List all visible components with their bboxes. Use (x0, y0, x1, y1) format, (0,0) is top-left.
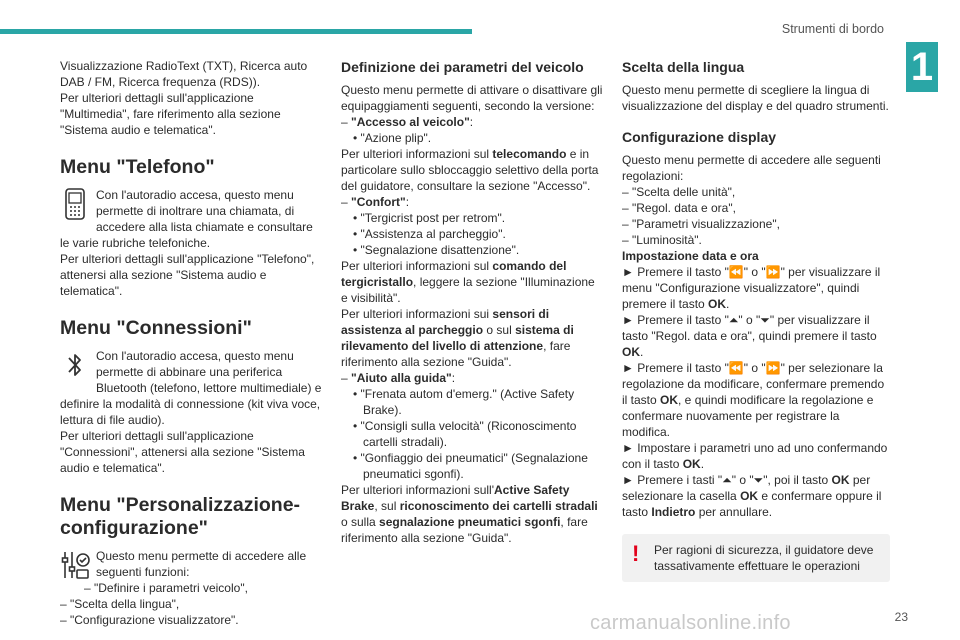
ok-key: OK (708, 297, 727, 311)
telecomando-term: telecomando (492, 147, 567, 161)
personalizzazione-menu-description: Questo menu permette di accedere alle seguenti funzioni: (96, 549, 307, 579)
text-span: Per ulteriori informazioni sui (341, 307, 493, 321)
text-span: ► Premere il tasto "⏪" o "⏩" per selezionare la regolazione da modificare, confermare premendo il tasto (622, 361, 885, 407)
header-accent-bar (0, 29, 472, 34)
pers-list-item-3: – "Configurazione visualizzatore". (60, 613, 239, 627)
text-span: Per ulteriori informazioni sul (341, 147, 493, 161)
connessioni-menu-heading: Menu "Connessioni" (60, 317, 252, 339)
connessioni-reference-text: Per ulteriori dettagli sull'applicazione "Connessioni", attenersi alla sezione "Sistema audio e telematica". (60, 429, 305, 475)
aiuto-sub-item-1: • "Frenata autom d'emerg." (Active Safety Brake). (353, 387, 575, 417)
display-list-item-1: – "Scelta delle unità", (622, 185, 736, 199)
step-4: ► Impostare i parametri uno ad uno confermando con il tasto OK. (622, 441, 888, 471)
pneumatici-term: segnalazione pneumatici sgonfi (379, 515, 561, 529)
aiuto-sub-item-2: • "Consigli sulla velocità" (Riconoscimento cartelli stradali). (353, 419, 577, 449)
text-span: Per ulteriori informazioni sull' (341, 483, 495, 497)
confort-sub-item-2: • "Assistenza al parcheggio". (353, 227, 506, 241)
text-span: , fare riferimento alla sezione "Guida". (341, 515, 588, 545)
date-time-label: Impostazione data e ora (622, 249, 759, 263)
chapter-number-tab: 1 (906, 42, 938, 92)
text-span: , e quindi modificare la regolazione e confermare nuovamente per registrare la modifica. (622, 393, 874, 439)
warning-exclamation-icon: ! (632, 541, 640, 566)
sensori-term: sensori di assistenza al parcheggio (341, 307, 550, 337)
settings-sliders-icon (60, 548, 90, 582)
page-number: 23 (894, 610, 908, 624)
sensori-reference-text (341, 306, 603, 370)
accesso-label: "Accesso al veicolo" (351, 115, 470, 129)
indietro-key: Indietro (651, 505, 696, 519)
language-heading: Scelta della lingua (622, 59, 745, 75)
step-1: ► Premere il tasto "⏪" o "⏩" per visualizzare il menu "Configurazione visualizzatore", quindi premere il tasto OK. (622, 265, 881, 311)
bluetooth-icon (60, 348, 90, 382)
column-right (622, 58, 890, 582)
connessioni-menu-description: Con l'autoradio accesa, questo menu permette di abbinare una periferica Bluetooth (telefono, lettore multimediale) e definire la modalità di connessione (kit viva voce, lettura di file audio). (60, 349, 322, 427)
pers-list-item-1: – "Definire i parametri veicolo", (84, 581, 248, 595)
text-span: o sul (483, 323, 516, 337)
radio-intro-text: Visualizzazione RadioText (TXT), Ricerca auto DAB / FM, Ricerca frequenza (RDS)). (60, 59, 308, 89)
text-span: Per ulteriori informazioni sul (341, 259, 493, 273)
safety-warning-box (622, 534, 890, 582)
vehicle-parameters-intro: Questo menu permette di attivare o disattivare gli equipaggiamenti seguenti, secondo la versione: (341, 83, 603, 113)
display-config-intro: Questo menu permette di accedere alle seguenti regolazioni: (622, 153, 881, 183)
text-span: , fare riferimento alla sezione "Guida". (341, 339, 571, 369)
telefono-menu-description: Con l'autoradio accesa, questo menu permette di inoltrare una chiamata, di accedere alla lista chiamate e consultare le varie rubriche telefoniche. (60, 188, 313, 250)
accesso-list-item: – "Accesso al veicolo": (341, 115, 474, 129)
telefono-menu-heading: Menu "Telefono" (60, 156, 215, 178)
vehicle-parameters-heading: Definizione dei parametri del veicolo (341, 59, 584, 75)
ok-key: OK (740, 489, 759, 503)
text-span: e in particolare sullo sbloccaggio selettivo della porta del guidatore, consultare la sezione "Accesso". (341, 147, 599, 193)
column-left (60, 58, 322, 628)
text-span: ► Premere i tasti "⏶" o "⏷", poi il tasto (622, 473, 832, 487)
text-span: ► Impostare i parametri uno ad uno confermando con il tasto (622, 441, 888, 471)
text-span: ► Premere il tasto "⏪" o "⏩" per visualizzare il menu "Configurazione visualizzatore", quindi premere il tasto (622, 265, 881, 311)
section-header-title: Strumenti di bordo (781, 22, 884, 36)
date-time-subheading (622, 248, 890, 264)
step-2: ► Premere il tasto "⏶" o "⏷" per visualizzare il tasto "Regol. data e ora", quindi premere il tasto OK. (622, 313, 877, 359)
personalizzazione-menu-heading: Menu "Personalizzazione-configurazione" (60, 494, 301, 539)
ok-key: OK (622, 345, 640, 359)
phone-icon (60, 187, 90, 221)
display-list-item-2: – "Regol. data e ora", (622, 201, 736, 215)
telefono-reference-text: Per ulteriori dettagli sull'applicazione "Telefono", attenersi alla sezione "Sistema audio e telematica". (60, 252, 315, 298)
language-description: Questo menu permette di scegliere la lingua di visualizzazione del display e del quadro strumenti. (622, 83, 889, 113)
tergicristallo-reference-text (341, 258, 603, 306)
aiuto-list-item: – "Aiuto alla guida": (341, 371, 456, 385)
display-list-item-3: – "Parametri visualizzazione", (622, 217, 780, 231)
text-span: ► Premere il tasto "⏶" o "⏷" per visualizzare il tasto "Regol. data e ora", quindi premere il tasto (622, 313, 877, 343)
text-span: e confermare oppure il tasto (622, 489, 882, 519)
asb-term: Active Safety Brake (341, 483, 570, 513)
ok-key: OK (682, 457, 701, 471)
telecomando-reference-text (341, 146, 603, 194)
text-span: o sulla (341, 515, 380, 529)
column-middle (341, 58, 603, 546)
text-span: per annullare. (695, 505, 773, 519)
confort-list-item: – "Confort": (341, 195, 410, 209)
step-3 (622, 360, 890, 440)
confort-sub-item-3: • "Segnalazione disattenzione". (353, 243, 520, 257)
attenzione-term: sistema di rilevamento del livello di attenzione (341, 323, 574, 353)
text-span: , leggere la sezione "Illuminazione e visibilità". (341, 275, 595, 305)
ok-key: OK (660, 393, 679, 407)
cartelli-term: riconoscimento dei cartelli stradali (399, 499, 598, 513)
text-span: per selezionare la casella (622, 473, 871, 503)
accesso-sub-item-1: • "Azione plip". (353, 131, 432, 145)
ok-key: OK (831, 473, 850, 487)
aiuto-sub-item-3: • "Gonfiaggio dei pneumatici" (Segnalazione pneumatici sgonfi). (353, 451, 588, 481)
confort-sub-item-1: • "Tergicrist post per retrom". (353, 211, 506, 225)
text-span: , sul (374, 499, 400, 513)
multimedia-reference-text: Per ulteriori dettagli sull'applicazione "Multimedia", fare riferimento alla sezione "Sistema audio e telematica". (60, 91, 281, 137)
step-5 (622, 472, 890, 520)
tergicristallo-term: comando del tergicristallo (341, 259, 567, 289)
display-config-heading: Configurazione display (622, 129, 777, 145)
aiuto-label: "Aiuto alla guida" (351, 371, 452, 385)
safety-warning-text: Per ragioni di sicurezza, il guidatore deve tassativamente effettuare le operazioni (654, 543, 874, 573)
pers-list-item-2: – "Scelta della lingua", (60, 597, 180, 611)
active-safety-reference-text (341, 482, 603, 546)
display-list-item-4: – "Luminosità". (622, 233, 702, 247)
confort-label: "Confort" (351, 195, 406, 209)
watermark: carmanualsonline.info (590, 612, 791, 634)
